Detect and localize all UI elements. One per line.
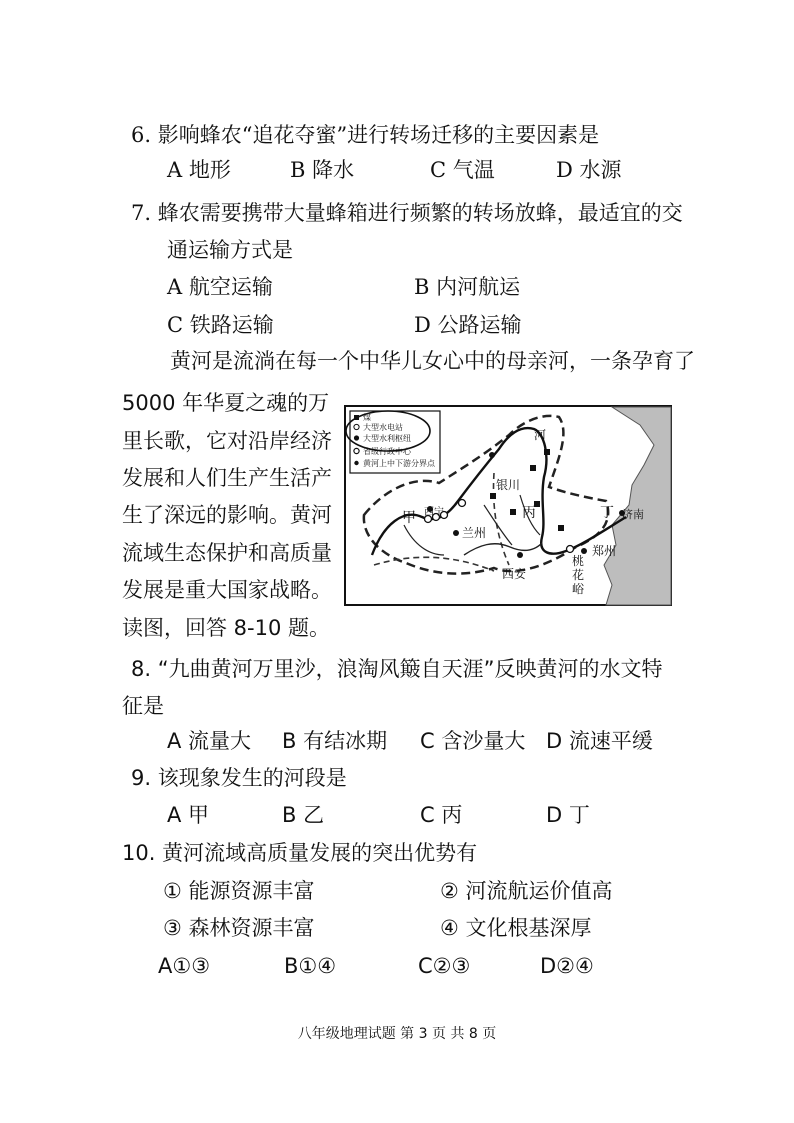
yellow-river-map xyxy=(344,405,672,606)
q6-option-d: D 水源 xyxy=(556,158,622,182)
passage-line-4: 发展和人们生产生活产 xyxy=(122,466,332,490)
legend-coal-symbol xyxy=(354,415,359,420)
passage-line-5: 生了深远的影响。黄河 xyxy=(122,503,332,527)
q6-option-c: C 气温 xyxy=(430,158,495,182)
label-xining: 西宁 xyxy=(424,507,444,518)
q8-stem-line1: 8. “九曲黄河万里沙，浪淘风簸自天涯”反映黄河的水文特 xyxy=(131,657,663,681)
q8-option-d: D 流速平缓 xyxy=(546,729,653,753)
q10-option-c: C②③ xyxy=(418,954,471,978)
legend-hydro-symbol xyxy=(354,424,359,429)
label-jia: 甲 xyxy=(402,510,416,526)
passage-line-8: 读图，回答 8-10 题。 xyxy=(122,616,331,640)
q8-option-a: A 流量大 xyxy=(167,729,252,753)
q7-option-b: B 内河航运 xyxy=(414,275,521,299)
passage-line-3: 里长歌，它对沿岸经济 xyxy=(122,429,332,453)
q9-option-a: A 甲 xyxy=(167,803,210,827)
passage-line-6: 流域生态保护和高质量 xyxy=(122,541,332,565)
label-jinan: 济南 xyxy=(622,508,644,521)
label-lanzhou: 兰州 xyxy=(462,526,487,540)
q10-item-4: ④ 文化根基深厚 xyxy=(440,916,592,940)
passage-line-2: 5000 年华夏之魂的万 xyxy=(122,391,330,415)
q7-stem-line2: 通运输方式是 xyxy=(167,238,293,262)
q9-option-b: B 乙 xyxy=(282,803,325,827)
q10-item-3: ③ 森林资源丰富 xyxy=(163,916,315,940)
page-footer: 八年级地理试题 第 3 页 共 8 页 xyxy=(297,1026,497,1042)
q10-option-a: A①③ xyxy=(158,954,211,978)
q8-stem-line2: 征是 xyxy=(122,694,164,718)
legend-water-project: 大型水利枢纽 xyxy=(363,434,411,443)
label-bing: 丙 xyxy=(522,505,536,521)
q10-stem: 10. 黄河流域高质量发展的突出优势有 xyxy=(122,841,478,865)
q10-item-1: ① 能源资源丰富 xyxy=(163,879,315,903)
legend-boundary-symbol xyxy=(354,461,358,465)
passage-line-7: 发展是重大国家战略。 xyxy=(122,578,332,602)
q9-option-d: D 丁 xyxy=(546,803,590,827)
q7-stem-line1: 7. 蜂农需要携带大量蜂箱进行频繁的转场放蜂，最适宜的交 xyxy=(131,201,683,225)
label-he: 河 xyxy=(534,428,547,442)
q6-option-b: B 降水 xyxy=(290,158,355,182)
q10-option-d: D②④ xyxy=(540,954,594,978)
passage-line-1: 黄河是流淌在每一个中华儿女心中的母亲河，一条孕育了 xyxy=(170,349,695,373)
legend-dam-symbol xyxy=(354,435,359,440)
label-yinchuan: 银川 xyxy=(496,478,521,492)
q7-option-d: D 公路运输 xyxy=(414,313,522,337)
legend-capital-symbol xyxy=(354,448,359,453)
legend-hydropower: 大型水电站 xyxy=(363,423,403,432)
label-zhengzhou: 郑州 xyxy=(592,544,617,558)
q8-option-b: B 有结冰期 xyxy=(282,729,388,753)
q10-option-b: B①④ xyxy=(284,954,337,978)
q7-option-a: A 航空运输 xyxy=(167,275,273,299)
label-ding: 丁 xyxy=(600,505,614,521)
q7-option-c: C 铁路运输 xyxy=(167,313,274,337)
label-taohuayu: 桃 花 峪 xyxy=(572,554,585,596)
q6-stem: 6. 影响蜂农“追花夺蜜”进行转场迁移的主要因素是 xyxy=(131,123,600,147)
q8-option-c: C 含沙量大 xyxy=(420,729,526,753)
legend-capital: 省级行政中心 xyxy=(363,447,411,456)
legend-reach-boundary: 黄河上中下游分界点 xyxy=(363,459,435,468)
q9-option-c: C 丙 xyxy=(420,803,463,827)
q10-item-2: ② 河流航运价值高 xyxy=(440,879,613,903)
label-xian: 西安 xyxy=(502,567,527,581)
q9-stem: 9. 该现象发生的河段是 xyxy=(131,766,347,790)
q6-option-a: A 地形 xyxy=(167,158,231,182)
legend-coal: 煤 xyxy=(363,413,371,422)
